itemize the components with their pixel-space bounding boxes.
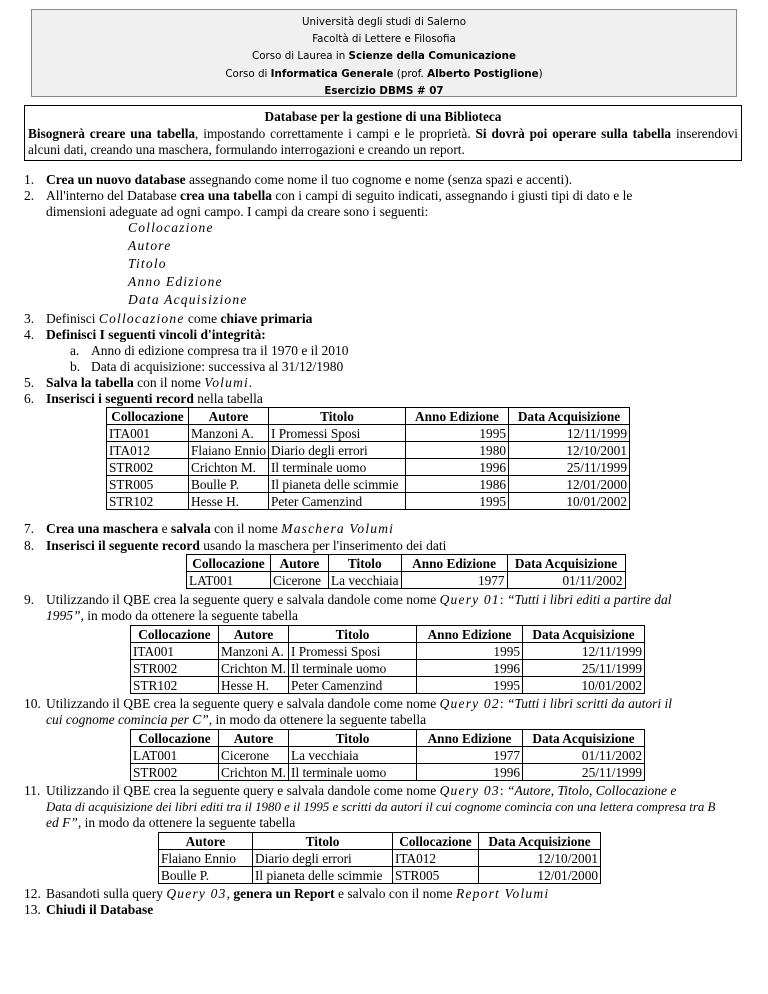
column-header: Collocazione — [131, 730, 219, 747]
item-2-line-2: dimensioni adeguate ad ogni campo. I campi da creare sono i seguenti: — [46, 204, 429, 219]
item-10-line-1 — [46, 696, 672, 712]
table-row — [107, 476, 630, 493]
item-1 — [46, 172, 572, 188]
item-2-text-a: All'interno del Database — [46, 188, 181, 203]
degree-name: Scienze della Comunicazione — [348, 50, 516, 63]
table-cell: ITA001 — [131, 643, 219, 660]
item-3-text-a: Definisci — [46, 311, 99, 326]
column-header: Autore — [189, 408, 269, 425]
table-cell: Il terminale uomo — [289, 764, 417, 781]
table-cell: 1995 — [417, 643, 523, 660]
table-cell: Crichton M. — [189, 459, 269, 476]
table-cell: ITA012 — [107, 442, 189, 459]
column-header: Anno Edizione — [401, 555, 507, 572]
table-cell: STR002 — [107, 459, 189, 476]
item-11-text-a: Utilizzando il QBE crea la seguente query e salvala dandole come nome — [46, 783, 440, 798]
table-row — [107, 493, 630, 510]
table-row — [131, 643, 645, 660]
field-autore: Autore — [128, 238, 172, 253]
item-11-desc: “Autore, Titolo, Collocazione e — [506, 783, 677, 798]
table-cell: Boulle P. — [159, 867, 253, 884]
item-3 — [46, 311, 312, 327]
column-header: Autore — [219, 626, 289, 643]
column-header: Autore — [159, 833, 253, 850]
item-number-5: 5. — [24, 375, 35, 390]
column-header: Titolo — [289, 730, 417, 747]
field-titolo: Titolo — [128, 256, 167, 271]
item-number-9: 9. — [24, 592, 35, 607]
table-row — [107, 459, 630, 476]
table-cell: 12/11/1999 — [508, 425, 629, 442]
item-9-colon: : — [499, 592, 507, 607]
table-row — [159, 867, 601, 884]
item-8-bold: Inserisci il seguente record — [46, 538, 200, 553]
item-12-name: Report Volumi — [456, 886, 550, 901]
table-row — [131, 660, 645, 677]
table-cell: Hesse H. — [219, 677, 289, 694]
query-01-table — [130, 625, 645, 694]
table-cell: 1996 — [417, 764, 523, 781]
table-header-row — [131, 730, 645, 747]
item-2-bold: crea una tabella — [180, 188, 273, 203]
item-1-bold: Crea un nuovo database — [46, 172, 186, 187]
table-row — [131, 677, 645, 694]
table-cell: Manzoni A. — [189, 425, 269, 442]
table-cell: Il terminale uomo — [268, 459, 405, 476]
item-9-desc: “Tutti i libri editi a partire dal — [506, 592, 672, 607]
item-12-text-a: Basandoti sulla query — [46, 886, 167, 901]
item-6 — [46, 391, 263, 407]
table-row — [131, 764, 645, 781]
table-cell: STR102 — [107, 493, 189, 510]
degree-line — [32, 48, 736, 65]
item-11-line-3 — [46, 815, 295, 831]
item-7-bold-2: salvala — [171, 521, 211, 536]
item-8 — [46, 538, 446, 554]
table-cell: 10/01/2002 — [508, 493, 629, 510]
table-cell: Hesse H. — [189, 493, 269, 510]
item-10-desc: “Tutti i libri scritti da autori il — [506, 696, 673, 711]
item-10-text-e: in modo da ottenere la seguente tabella — [212, 712, 427, 727]
table-cell: 01/11/2002 — [507, 572, 625, 589]
column-header: Data Acquisizione — [508, 408, 629, 425]
item-9-line-2 — [46, 608, 298, 624]
item-5-name: Volumi. — [204, 375, 254, 390]
table-cell: 12/10/2001 — [508, 442, 629, 459]
query-02-table — [130, 729, 645, 781]
table-row — [107, 425, 630, 442]
item-12-bold: genera un Report — [233, 886, 335, 901]
table-cell: Cicerone — [219, 747, 289, 764]
intro-text-1: , impostando correttamente i campi e le proprietà. — [195, 125, 476, 141]
field-anno-edizione: Anno Edizione — [128, 274, 223, 289]
table-cell: Boulle P. — [189, 476, 269, 493]
table-cell: La vecchiaia — [329, 572, 402, 589]
table-cell: Manzoni A. — [219, 643, 289, 660]
item-12-text-d: e salvalo con il nome — [334, 886, 457, 901]
table-row — [107, 442, 630, 459]
table-cell: Crichton M. — [219, 660, 289, 677]
intro-text-2: inserendovi alcuni dati, creando una maschera, formulando interrogazioni e creando un report. — [28, 125, 738, 157]
table-cell: 25/11/1999 — [523, 764, 645, 781]
table-cell: I Promessi Sposi — [268, 425, 405, 442]
item-4b-letter: b. — [70, 359, 81, 374]
table-row — [159, 850, 601, 867]
item-10-text-a: Utilizzando il QBE crea la seguente query e salvala dandole come nome — [46, 696, 440, 711]
column-header: Collocazione — [107, 408, 189, 425]
item-number-8: 8. — [24, 538, 35, 553]
table-cell: STR005 — [393, 867, 479, 884]
exercise-line — [32, 83, 736, 100]
item-number-13: 13. — [24, 902, 41, 917]
item-4a: Anno di edizione compresa tra il 1970 e il 2010 — [91, 343, 349, 358]
item-10-colon: : — [499, 696, 507, 711]
item-11-line-2 — [46, 799, 715, 815]
table-cell: STR002 — [131, 764, 219, 781]
table-cell: STR005 — [107, 476, 189, 493]
table-cell: 1996 — [417, 660, 523, 677]
item-4a-letter: a. — [70, 343, 80, 358]
degree-pre: Corso di Laurea in — [252, 50, 349, 63]
table-cell: 12/01/2000 — [479, 867, 601, 884]
item-10-desc-end: cui cognome comincia per C”, — [46, 712, 213, 727]
item-number-3: 3. — [24, 311, 35, 326]
records-table — [106, 407, 630, 510]
table-cell: Diario degli errori — [268, 442, 405, 459]
table-cell: Flaiano Ennio — [189, 442, 269, 459]
item-number-7: 7. — [24, 521, 35, 536]
faculty-line: Facoltà di Lettere e Filosofia — [312, 33, 456, 46]
item-9-query: Query 01 — [439, 592, 500, 607]
intro-paragraph — [28, 126, 738, 159]
table-cell: STR102 — [131, 677, 219, 694]
item-2-text-c: con i campi di seguito indicati, assegnando i giusti tipi di dato e le — [272, 188, 633, 203]
item-number-1: 1. — [24, 172, 35, 187]
table-header-row — [107, 408, 630, 425]
column-header: Data Acquisizione — [523, 626, 645, 643]
item-9-line-1 — [46, 592, 672, 608]
table-cell: 25/11/1999 — [523, 660, 645, 677]
column-header: Data Acquisizione — [523, 730, 645, 747]
table-cell: ITA001 — [107, 425, 189, 442]
professor-name: Alberto Postiglione — [427, 67, 539, 80]
table-row — [187, 572, 626, 589]
table-cell: I Promessi Sposi — [289, 643, 417, 660]
column-header: Titolo — [268, 408, 405, 425]
item-3-text-b: come — [184, 311, 221, 326]
item-9-text-e: in modo da ottenere la seguente tabella — [83, 608, 298, 623]
item-9-desc-end: 1995”, — [46, 608, 84, 623]
item-5 — [46, 375, 254, 391]
table-cell: 1995 — [417, 677, 523, 694]
item-12 — [46, 886, 549, 902]
table-cell: 1996 — [405, 459, 508, 476]
table-cell: 12/11/1999 — [523, 643, 645, 660]
table-cell: 1977 — [417, 747, 523, 764]
item-7-text-2: con il nome — [210, 521, 282, 536]
item-10-line-2 — [46, 712, 426, 728]
item-8-text: usando la maschera per l'inserimento dei dati — [199, 538, 447, 553]
intro-box — [24, 105, 742, 161]
item-number-4: 4. — [24, 327, 35, 342]
table-header-row — [187, 555, 626, 572]
table-cell: LAT001 — [131, 747, 219, 764]
table-cell: La vecchiaia — [289, 747, 417, 764]
column-header: Collocazione — [187, 555, 271, 572]
query-03-table — [158, 832, 601, 884]
column-header: Titolo — [289, 626, 417, 643]
table-cell: 1995 — [405, 493, 508, 510]
item-10-query: Query 02 — [439, 696, 500, 711]
column-header: Data Acquisizione — [507, 555, 625, 572]
column-header: Anno Edizione — [417, 626, 523, 643]
column-header: Autore — [219, 730, 289, 747]
item-number-12: 12. — [24, 886, 41, 901]
column-header: Collocazione — [393, 833, 479, 850]
course-mid: (prof. — [393, 67, 428, 80]
item-6-bold: Inserisci i seguenti record — [46, 391, 194, 406]
column-header: Data Acquisizione — [479, 833, 601, 850]
item-13: Chiudi il Database — [46, 902, 154, 917]
item-12-comma: , — [226, 886, 234, 901]
item-11-text-f: in modo da ottenere la seguente tabella — [81, 815, 296, 830]
item-2-line-1 — [46, 188, 632, 204]
table-row — [131, 747, 645, 764]
table-cell: Cicerone — [271, 572, 329, 589]
item-5-text: con il nome — [133, 375, 205, 390]
item-6-text: nella tabella — [193, 391, 263, 406]
table-header-row — [159, 833, 601, 850]
table-cell: Crichton M. — [219, 764, 289, 781]
table-cell: 25/11/1999 — [508, 459, 629, 476]
item-5-bold: Salva la tabella — [46, 375, 134, 390]
item-7-text-1: e — [158, 521, 171, 536]
item-number-6: 6. — [24, 391, 35, 406]
university-line: Università degli studi di Salerno — [301, 16, 467, 28]
column-header: Anno Edizione — [417, 730, 523, 747]
table-cell: LAT001 — [187, 572, 271, 589]
table-cell: 1986 — [405, 476, 508, 493]
column-header: Titolo — [329, 555, 402, 572]
item-9-text-a: Utilizzando il QBE crea la seguente query e salvala dandole come nome — [46, 592, 440, 607]
table-cell: 12/01/2000 — [508, 476, 629, 493]
item-7-bold-1: Crea una maschera — [46, 521, 159, 536]
item-11-line-1 — [46, 783, 676, 799]
table-cell: 01/11/2002 — [523, 747, 645, 764]
column-header: Titolo — [253, 833, 393, 850]
table-cell: STR002 — [131, 660, 219, 677]
course-post: ) — [538, 67, 543, 80]
course-line — [32, 66, 736, 83]
field-data-acquisizione: Data Acquisizione — [128, 292, 248, 307]
table-cell: 1995 — [405, 425, 508, 442]
column-header: Autore — [271, 555, 329, 572]
item-3-field: Collocazione — [98, 311, 185, 326]
item-12-query: Query 03 — [166, 886, 227, 901]
course-pre: Corso di — [225, 67, 271, 80]
table-cell: Il pianeta delle scimmie — [253, 867, 393, 884]
table-cell: ITA012 — [393, 850, 479, 867]
course-header — [31, 9, 737, 97]
column-header: Anno Edizione — [405, 408, 508, 425]
table-cell: 1980 — [405, 442, 508, 459]
table-cell: 10/01/2002 — [523, 677, 645, 694]
intro-title: Database per la gestione di una Biblioteca — [264, 109, 502, 124]
table-cell: Il terminale uomo — [289, 660, 417, 677]
item-11-query: Query 03 — [439, 783, 500, 798]
item-number-2: 2. — [24, 188, 35, 203]
item-4: Definisci I seguenti vincoli d'integrità: — [46, 327, 266, 342]
intro-bold-1: Bisognerà creare una tabella — [28, 125, 196, 141]
item-3-bold: chiave primaria — [220, 311, 313, 326]
table-cell: 1977 — [401, 572, 507, 589]
course-name: Informatica Generale — [270, 67, 394, 80]
item-7-name: Maschera Volumi — [281, 521, 395, 536]
exercise-title: Esercizio DBMS # 07 — [324, 84, 444, 97]
table-cell: Peter Camenzind — [289, 677, 417, 694]
field-collocazione: Collocazione — [128, 220, 214, 235]
table-cell: 12/10/2001 — [479, 850, 601, 867]
table-cell: Peter Camenzind — [268, 493, 405, 510]
item-7 — [46, 521, 394, 537]
table-cell: Flaiano Ennio — [159, 850, 253, 867]
item-11-desc-end: ed F”, — [46, 815, 82, 830]
intro-bold-2: Si dovrà poi operare sulla tabella — [475, 125, 672, 141]
table-header-row — [131, 626, 645, 643]
item-4b: Data di acquisizione: successiva al 31/12/1980 — [91, 359, 344, 374]
item-1-text: assegnando come nome il tuo cognome e nome (senza spazi e accenti). — [185, 172, 573, 187]
table-cell: Diario degli errori — [253, 850, 393, 867]
item-11-desc-mid: Data di acquisizione dei libri editi tra il 1980 e il 1995 e scritti da autori il cui cognome comincia con una lettera compresa tra B — [46, 800, 716, 814]
item-number-11: 11. — [24, 783, 41, 798]
item-11-colon: : — [499, 783, 507, 798]
form-record-table — [186, 554, 626, 589]
column-header: Collocazione — [131, 626, 219, 643]
table-cell: Il pianeta delle scimmie — [268, 476, 405, 493]
item-number-10: 10. — [24, 696, 41, 711]
